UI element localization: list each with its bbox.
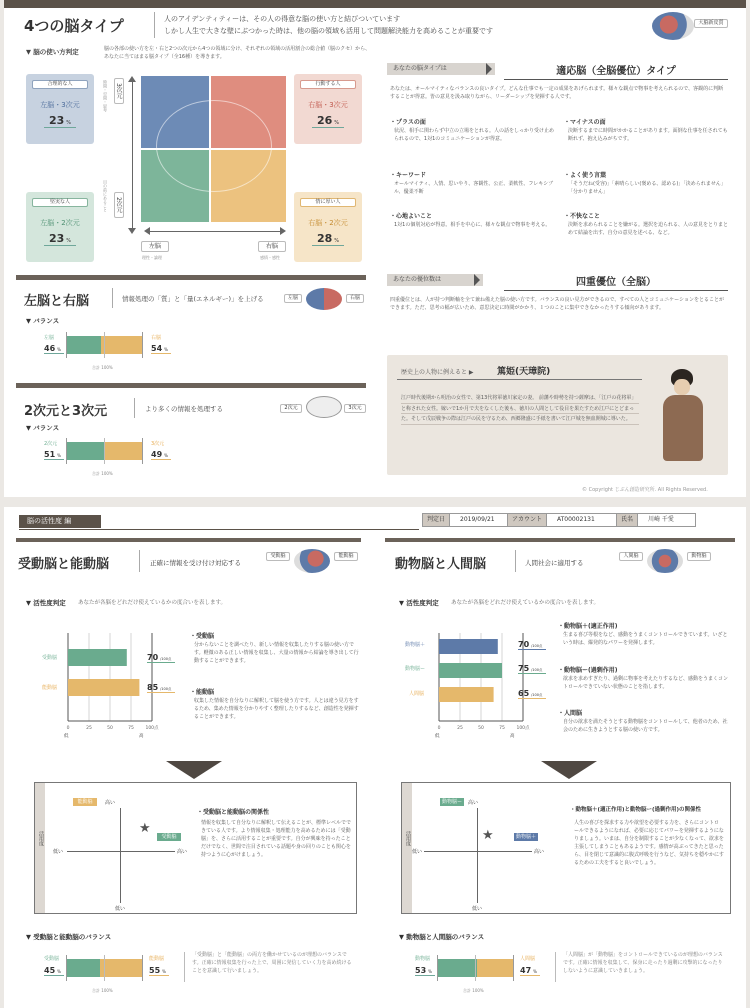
quadrant-right-2d-box: [294, 192, 362, 262]
matrix-low-y: 低い: [115, 906, 126, 912]
tick-label: 25: [86, 726, 92, 731]
meta-account-label: アカウント: [508, 513, 547, 527]
star-marker-icon: ★: [482, 828, 494, 843]
quadrant-tag: 堅実な人: [32, 198, 88, 207]
keyword-text: オールマイティ、人情、思いやり、客観性、公正、柔軟性、フレキシブル、優柔不断: [394, 181, 554, 195]
axis-right-sub: 感情・感性: [260, 255, 280, 260]
matrix-y-axis: [120, 808, 121, 903]
quadrant-label: 左脳・2次元: [40, 219, 80, 227]
bar-gridline: [66, 332, 67, 358]
judge-desc: 脳の各部の使い方を左・右と2つの次元から4つの領域に分け、それぞれの領域の活用割合の総合値（脳のクセ）から、あなたに当てはまる脳タイプ（全16種）を導きます。: [104, 46, 371, 60]
tag-a: 人間脳: [619, 552, 643, 561]
matrix-high-y: 高い: [105, 800, 116, 806]
historical-figure-portrait: [659, 369, 707, 467]
d3-bar: [105, 442, 142, 460]
axis-3d-label: 3次元: [114, 78, 124, 104]
history-text: 江戸時代後期から明治の女性で、第13代将軍徳川家定の妻。 前藩や時勢を持つ薩摩は、「江戸の花将軍」と称された女性。嫁いで1か月で夫をなくした後も、徳川の人間として役目を果たすため江戸にとどまった。そして戊辰戦争の際は江戸の民を守るため、西郷隆盛に手紙を書いて江戸城を無血開城に導いた。: [401, 393, 639, 425]
title-divider: [112, 288, 113, 308]
tick-label: 75: [499, 726, 505, 731]
bal-left-value: 45 %: [44, 966, 64, 976]
copyright: © Copyright じぶん創造研究所. All Rights Reserved.: [582, 487, 708, 493]
plus-title: ・プラスの面: [390, 119, 426, 126]
dominance-value: 四重優位（全脳）: [504, 273, 728, 291]
matrix-text: 人生の喜びを探求する力や欲望を必要する力を、さらにコントロールできるようになれば、必要に応じてパワーを発揮するようになりましょう。いまは、自分を制限することが少なくなって、欲求を主張してしまうこともあるようです。感情が高ぶってきたと思ったら、目を閉じて意識的に腹式呼吸を行うなど、気持ちを穏やかにするための工夫をすると良いでしょう。: [574, 820, 725, 866]
bal-text: 「人間脳」が「動物脳」をコントロールできているのが理想のバランスです。正確に情報を収集して、保身に走ったり過剰に攻撃的になったりしないように意識していきましょう。: [563, 952, 723, 974]
tick-label: 50: [107, 726, 113, 731]
brain-logo-icon: [652, 12, 694, 40]
lr-tag-right: 右脳: [346, 294, 364, 303]
section-title: 受動脳と能動脳: [18, 557, 110, 572]
desc-b-text: 欲求を求めすぎたり、過剰に物事を考えたりするなど、感動をうまくコントロールできていない状態のことを指します。: [563, 676, 729, 690]
matrix-low-y: 低い: [472, 906, 483, 912]
matrix-title: ・受動脳と能動脳の関係性: [197, 809, 270, 816]
tick-label: 0: [437, 726, 441, 731]
matrix-side: 活用度: [38, 831, 44, 846]
matrix-x-axis: [424, 851, 532, 852]
bal-left-bar: [437, 959, 477, 977]
activity-bar: [68, 679, 139, 696]
brand-tag: 大脳新皮質: [694, 19, 728, 28]
activity-heading: ▼ 活性度判定: [26, 599, 66, 607]
lr-right-value: 54 %: [151, 344, 171, 354]
matrix-text: 情報を収集して自分なりに解釈して伝えることが、標準レベルでできている人です。より情報収集・処理能力を高めるためには「受動脳」を、さらに活用することが重要です。自分が興味を持ったことだけでなく、世間で注目されている話題や身の回りのことも関心を持つように心がけましょう。: [201, 820, 352, 858]
axis-right-label: 右脳: [258, 241, 286, 252]
d23-tag-right: 3次元: [344, 404, 366, 413]
desc-b-title: ・能動脳: [190, 689, 215, 696]
intro-line-2: しかし人生で大きな壁にぶつかった時は、他の脳の領域も活用して問題解決能力を高めることが重要です: [164, 27, 493, 35]
desc-a-text: 分からないことを調べたり、新しい情報を収集したりする脳の使い方です。軽微のある正しい情報を収集し、大量の情報から結論を導き出して行動することができます。: [194, 642, 359, 664]
desc-b-text: 収集した情報を自分なりに解釈して脳を使う方です。人とは違う見方をするため、集めた情報を分かりやすく整理したりするなど、創造性を発揮することができます。: [194, 698, 359, 720]
passive-active-section: [4, 507, 375, 1008]
axis-2d-label: 2次元: [114, 192, 124, 218]
bal-total: 合計 100%: [92, 988, 113, 993]
history-label: 歴史上の人物に例えると ▶: [401, 369, 474, 376]
animal-human-section: [375, 507, 746, 1008]
brain-lr-icon: [306, 288, 342, 310]
activity-bar: [439, 687, 494, 702]
section-subtitle: 人間社会に適用する: [525, 559, 584, 567]
d2-label: 2次元: [44, 441, 58, 447]
section-title: 動物脳と人間脳: [395, 557, 487, 572]
bal-total: 合計 100%: [463, 988, 484, 993]
bar-label-human: 人間脳: [409, 691, 425, 697]
history-panel: [387, 355, 728, 475]
animal-minus-score: 75 /100点: [518, 664, 546, 674]
matrix-tag-y: 能動脳: [73, 798, 97, 806]
passive-score: 70 /100点: [147, 653, 175, 663]
activity-bar: [68, 649, 127, 666]
brain-icon: [647, 549, 683, 573]
lr-left-value: 46 %: [44, 344, 64, 354]
bal-left-value: 53 %: [415, 966, 435, 976]
lr-tag-left: 左脳: [284, 294, 302, 303]
matrix-low-x: 低い: [53, 849, 64, 855]
arrow-right-icon: [486, 63, 492, 75]
bar-gridline: [66, 955, 67, 981]
history-underline: [397, 379, 642, 380]
quadrant-value: 23 %: [44, 114, 76, 128]
tag-b: 能動脳: [334, 552, 358, 561]
matrix-high-x: 高い: [534, 849, 545, 855]
quadrant-tag: 合理的な人: [32, 80, 88, 89]
section-divider: [16, 383, 366, 388]
quadrant-label: 左脳・3次元: [40, 101, 80, 109]
quadrant-value: 23 %: [44, 232, 76, 246]
lr-left-bar: [66, 336, 101, 354]
tag-a: 受動脳: [266, 552, 290, 561]
bal-text: 「受動脳」と「能動脳」の両方を働かせているのが理想のバランスです。正確に情報収集を行った上で、周囲に発信していく力を高め続けることを意識して行いましょう。: [192, 952, 352, 974]
quadrant-label: 右脳・2次元: [308, 219, 348, 227]
brain-icon: [294, 549, 330, 573]
balance-heading: ▼ 動物脳と人間脳のバランス: [399, 933, 485, 941]
axis-high: 高: [510, 734, 515, 739]
matrix-side-bar: [35, 783, 45, 913]
brain-outline-icon: [156, 100, 272, 192]
balance-heading: ▼ 受動脳と能動脳のバランス: [26, 933, 112, 941]
horizontal-axis: [150, 231, 280, 232]
down-arrow-icon: [541, 761, 597, 779]
meta-name-label: 氏名: [617, 513, 638, 527]
figure-kimono: [663, 395, 703, 461]
tick-label: 25: [457, 726, 463, 731]
lr-subtitle: 情報処理の「質」と「量(エネルギー)」を上げる: [122, 295, 264, 303]
minus-title: ・マイナスの面: [564, 119, 606, 126]
tick-label: 50: [478, 726, 484, 731]
desc-a-title: ・受動脳: [190, 633, 215, 640]
balance-heading: ▼ バランス: [26, 317, 60, 325]
divider: [184, 952, 185, 982]
bal-left-label: 受動脳: [44, 956, 60, 962]
section-divider: [385, 538, 735, 542]
axis-low: 低: [435, 734, 440, 739]
bar-gridline: [142, 955, 143, 981]
title-divider: [154, 12, 155, 38]
bar-gridline: [437, 955, 438, 981]
matrix-title: ・動物脳＋(適正作用)と動物脳ー(過剰作用)の関係性: [570, 807, 702, 813]
quadrant-left-2d-box: [26, 192, 94, 262]
tick-label: 100点: [145, 726, 159, 731]
bar-gridline: [104, 438, 105, 464]
bal-right-value: 47 %: [520, 966, 540, 976]
comfort-text: 1対1の個別対応が得意。相手を中心に、様々な観点で物事を考える。: [394, 222, 551, 228]
brain-type-desc: あなたは、オールマイティなバランスの良いタイプ。どんな仕事でも一定の成果をあげられます。様々な観点で物事を考えられるので、客観的に判断することが得意。皆の意見を汲み取りながら、リーダーシップを発揮する人です。: [390, 86, 724, 100]
tick-label: 0: [66, 726, 70, 731]
bar-label-passive: 受動脳: [42, 655, 58, 661]
comfort-title: ・心地よいこと: [390, 213, 433, 220]
history-value: 篤姫(天璋院): [497, 367, 551, 377]
matrix-tag-x: 受動脳: [157, 833, 181, 841]
bar-gridline: [104, 955, 105, 981]
section-tab: 脳の活性度 編: [19, 515, 101, 528]
axis-arrow-right-icon: [280, 227, 286, 235]
vertical-axis: [132, 80, 133, 230]
d23-tag-left: 2次元: [280, 404, 302, 413]
uncomfort-title: ・不快なこと: [564, 213, 601, 220]
axis-arrow-up-icon: [128, 76, 136, 82]
balance-heading: ▼ バランス: [26, 424, 60, 432]
activity-bar: [439, 639, 498, 654]
bal-left-bar: [66, 959, 100, 977]
tick-label: 75: [128, 726, 134, 731]
brain-3d-icon: [306, 396, 342, 418]
animal-plus-score: 70 /100点: [518, 640, 546, 650]
bar-gridline: [475, 955, 476, 981]
bal-left-label: 動物脳: [415, 956, 431, 962]
lr-total: 合計 100%: [92, 365, 113, 370]
d3-value: 49 %: [151, 450, 171, 460]
bal-right-bar: [100, 959, 142, 977]
plus-text: 状況、相手に関わらず中立の立場をとれる。人の話をしっかり受け止められるので、1対1のコミュニケーションが得意。: [394, 128, 555, 142]
bal-right-label: 能動脳: [149, 956, 165, 962]
brain-type-label: あなたの脳タイプは: [387, 63, 495, 75]
axis-left-sub: 理性・論理: [142, 255, 162, 260]
bar-gridline: [513, 955, 514, 981]
desc-c-text: 自分の欲求を満たそうとする動物脳をコントロールして、他者のため、社会のために生きようとする脳の使い方です。: [563, 719, 728, 733]
meta-date-value: 2019/09/21: [450, 513, 508, 527]
bar-label-animal-minus: 動物脳ー: [405, 666, 426, 672]
d2-value: 51 %: [44, 450, 64, 460]
figure-face: [674, 379, 690, 395]
d23-subtitle: より多くの情報を処理する: [145, 405, 223, 413]
axis-arrow-left-icon: [144, 227, 150, 235]
page-title: 4つの脳タイプ: [24, 17, 124, 35]
dominance-label: あなたの優位数は: [387, 274, 483, 286]
bar-label-active: 能動脳: [42, 685, 58, 691]
keyword-title: ・キーワード: [390, 172, 427, 179]
tick-label: 100点: [516, 726, 530, 731]
phrase-title: ・よく使う言葉: [564, 172, 607, 179]
bal-right-label: 人間脳: [520, 956, 536, 962]
d2-bar: [66, 442, 105, 460]
axis-left-label: 左脳: [141, 241, 169, 252]
matrix-tag-x: 動物脳＋: [515, 834, 536, 840]
tag-b: 動物脳: [687, 552, 711, 561]
axis-low: 低: [64, 734, 69, 739]
bal-right-value: 55 %: [149, 966, 169, 976]
d23-total: 合計 100%: [92, 471, 113, 476]
activity-desc: あなたが各脳をどれだけ使えているかの度合いを表します。: [451, 600, 600, 606]
axis-3d-sub: 時間・空間・思考: [103, 80, 108, 112]
dominance-desc: 四重優位とは、人が持つ判断軸を全て兼ね備えた脳の使い方です。バランスの良い見方ができるので、すべての人とコミュニケーションをとることができます。ただ、思考の幅が広いため、意思決定に時間がかかり、１つのことに集中できなかったりする傾向があります。: [390, 297, 724, 311]
matrix-panel: [401, 782, 731, 914]
divider: [555, 952, 556, 982]
activity-heading: ▼ 活性度判定: [399, 599, 439, 607]
matrix-tag-y: 動物脳ー: [441, 799, 462, 805]
meta-account-value: AT00002131: [547, 513, 617, 527]
intro-line-1: 人のアイデンティティーは、その人の得意な脳の使い方と結びついています: [164, 15, 401, 23]
bar-gridline: [142, 438, 143, 464]
d23-title: 2次元と3次元: [24, 404, 108, 419]
minus-text: 決断するまでに時間がかかることがあります。面倒な仕事を任されても断れず、抱え込みがちです。: [568, 128, 728, 142]
activity-bar: [439, 663, 502, 678]
quadrant-tag: 行動する人: [300, 80, 356, 89]
quadrant-value: 26 %: [312, 114, 344, 128]
lr-right-label: 右脳: [151, 335, 162, 341]
human-score: 65 /100点: [518, 689, 546, 699]
axis-high: 高: [139, 734, 144, 739]
matrix-x-axis: [67, 851, 175, 852]
meta-date-label: 判定日: [422, 513, 450, 527]
quadrant-value: 28 %: [312, 232, 344, 246]
desc-a-title: ・動物脳＋(適正作用): [558, 623, 618, 630]
report-page-1: [4, 0, 746, 497]
star-marker-icon: ★: [139, 821, 151, 836]
title-divider: [515, 550, 516, 572]
matrix-side: 活用度: [405, 831, 411, 846]
activity-desc: あなたが各脳をどれだけ使えているかの度合いを表します。: [78, 600, 227, 606]
matrix-low-x: 低い: [412, 849, 423, 855]
down-arrow-icon: [166, 761, 222, 779]
matrix-high-x: 高い: [177, 849, 188, 855]
desc-c-title: ・人間脳: [558, 710, 583, 717]
lr-title: 左脳と右脳: [24, 294, 90, 309]
matrix-y-axis: [477, 808, 478, 903]
matrix-high-y: 高い: [468, 800, 479, 806]
judge-heading: ▼ 脳の使い方判定: [26, 48, 79, 56]
active-score: 85 /100点: [147, 683, 175, 693]
section-subtitle: 正確に情報を受け付け対応する: [150, 559, 241, 567]
meta-name-value: 川崎 千愛: [638, 513, 696, 527]
quadrant-tag: 情に厚い人: [300, 198, 356, 207]
report-page-2: [4, 507, 746, 1008]
quadrant-left-3d-box: [26, 74, 94, 144]
bar-gridline: [142, 332, 143, 358]
desc-b-title: ・動物脳ー(過剰作用): [558, 667, 618, 674]
matrix-side-bar: [402, 783, 412, 913]
bal-right-bar: [477, 959, 513, 977]
bar-label-animal-plus: 動物脳＋: [405, 642, 426, 648]
section-divider: [16, 275, 366, 280]
bar-gridline: [104, 332, 105, 358]
phrase-text: 「そうだね(受容)」「素晴らしい(褒める、認める)」「決められません」「分かりません」: [568, 181, 726, 195]
quadrant-label: 右脳・3次元: [308, 101, 348, 109]
d3-label: 3次元: [151, 441, 165, 447]
axis-2d-sub: 目の前にあること: [103, 180, 108, 212]
lr-right-bar: [101, 336, 142, 354]
section-divider: [16, 538, 361, 542]
matrix-panel: [34, 782, 357, 914]
axis-arrow-down-icon: [128, 228, 136, 234]
top-bar: [4, 0, 746, 8]
lr-left-label: 左脳: [44, 335, 55, 341]
quadrant-right-3d-box: [294, 74, 362, 144]
desc-a-text: 生まる喜び等根をなど、感動をうまくコントロールできています。いざという時は、爆発的なパワーを発揮します。: [563, 632, 728, 646]
arrow-right-icon: [474, 274, 480, 286]
title-divider: [134, 398, 135, 418]
uncomfort-text: 決断を求められることを嫌がる。選択を迫られる、人の意見をとりまとめて結論を出す、自分の意見を述べる、など。: [568, 222, 729, 236]
title-divider: [139, 550, 140, 572]
brain-type-value: 適応脳（全脳優位）タイプ: [504, 62, 728, 80]
bar-gridline: [66, 438, 67, 464]
